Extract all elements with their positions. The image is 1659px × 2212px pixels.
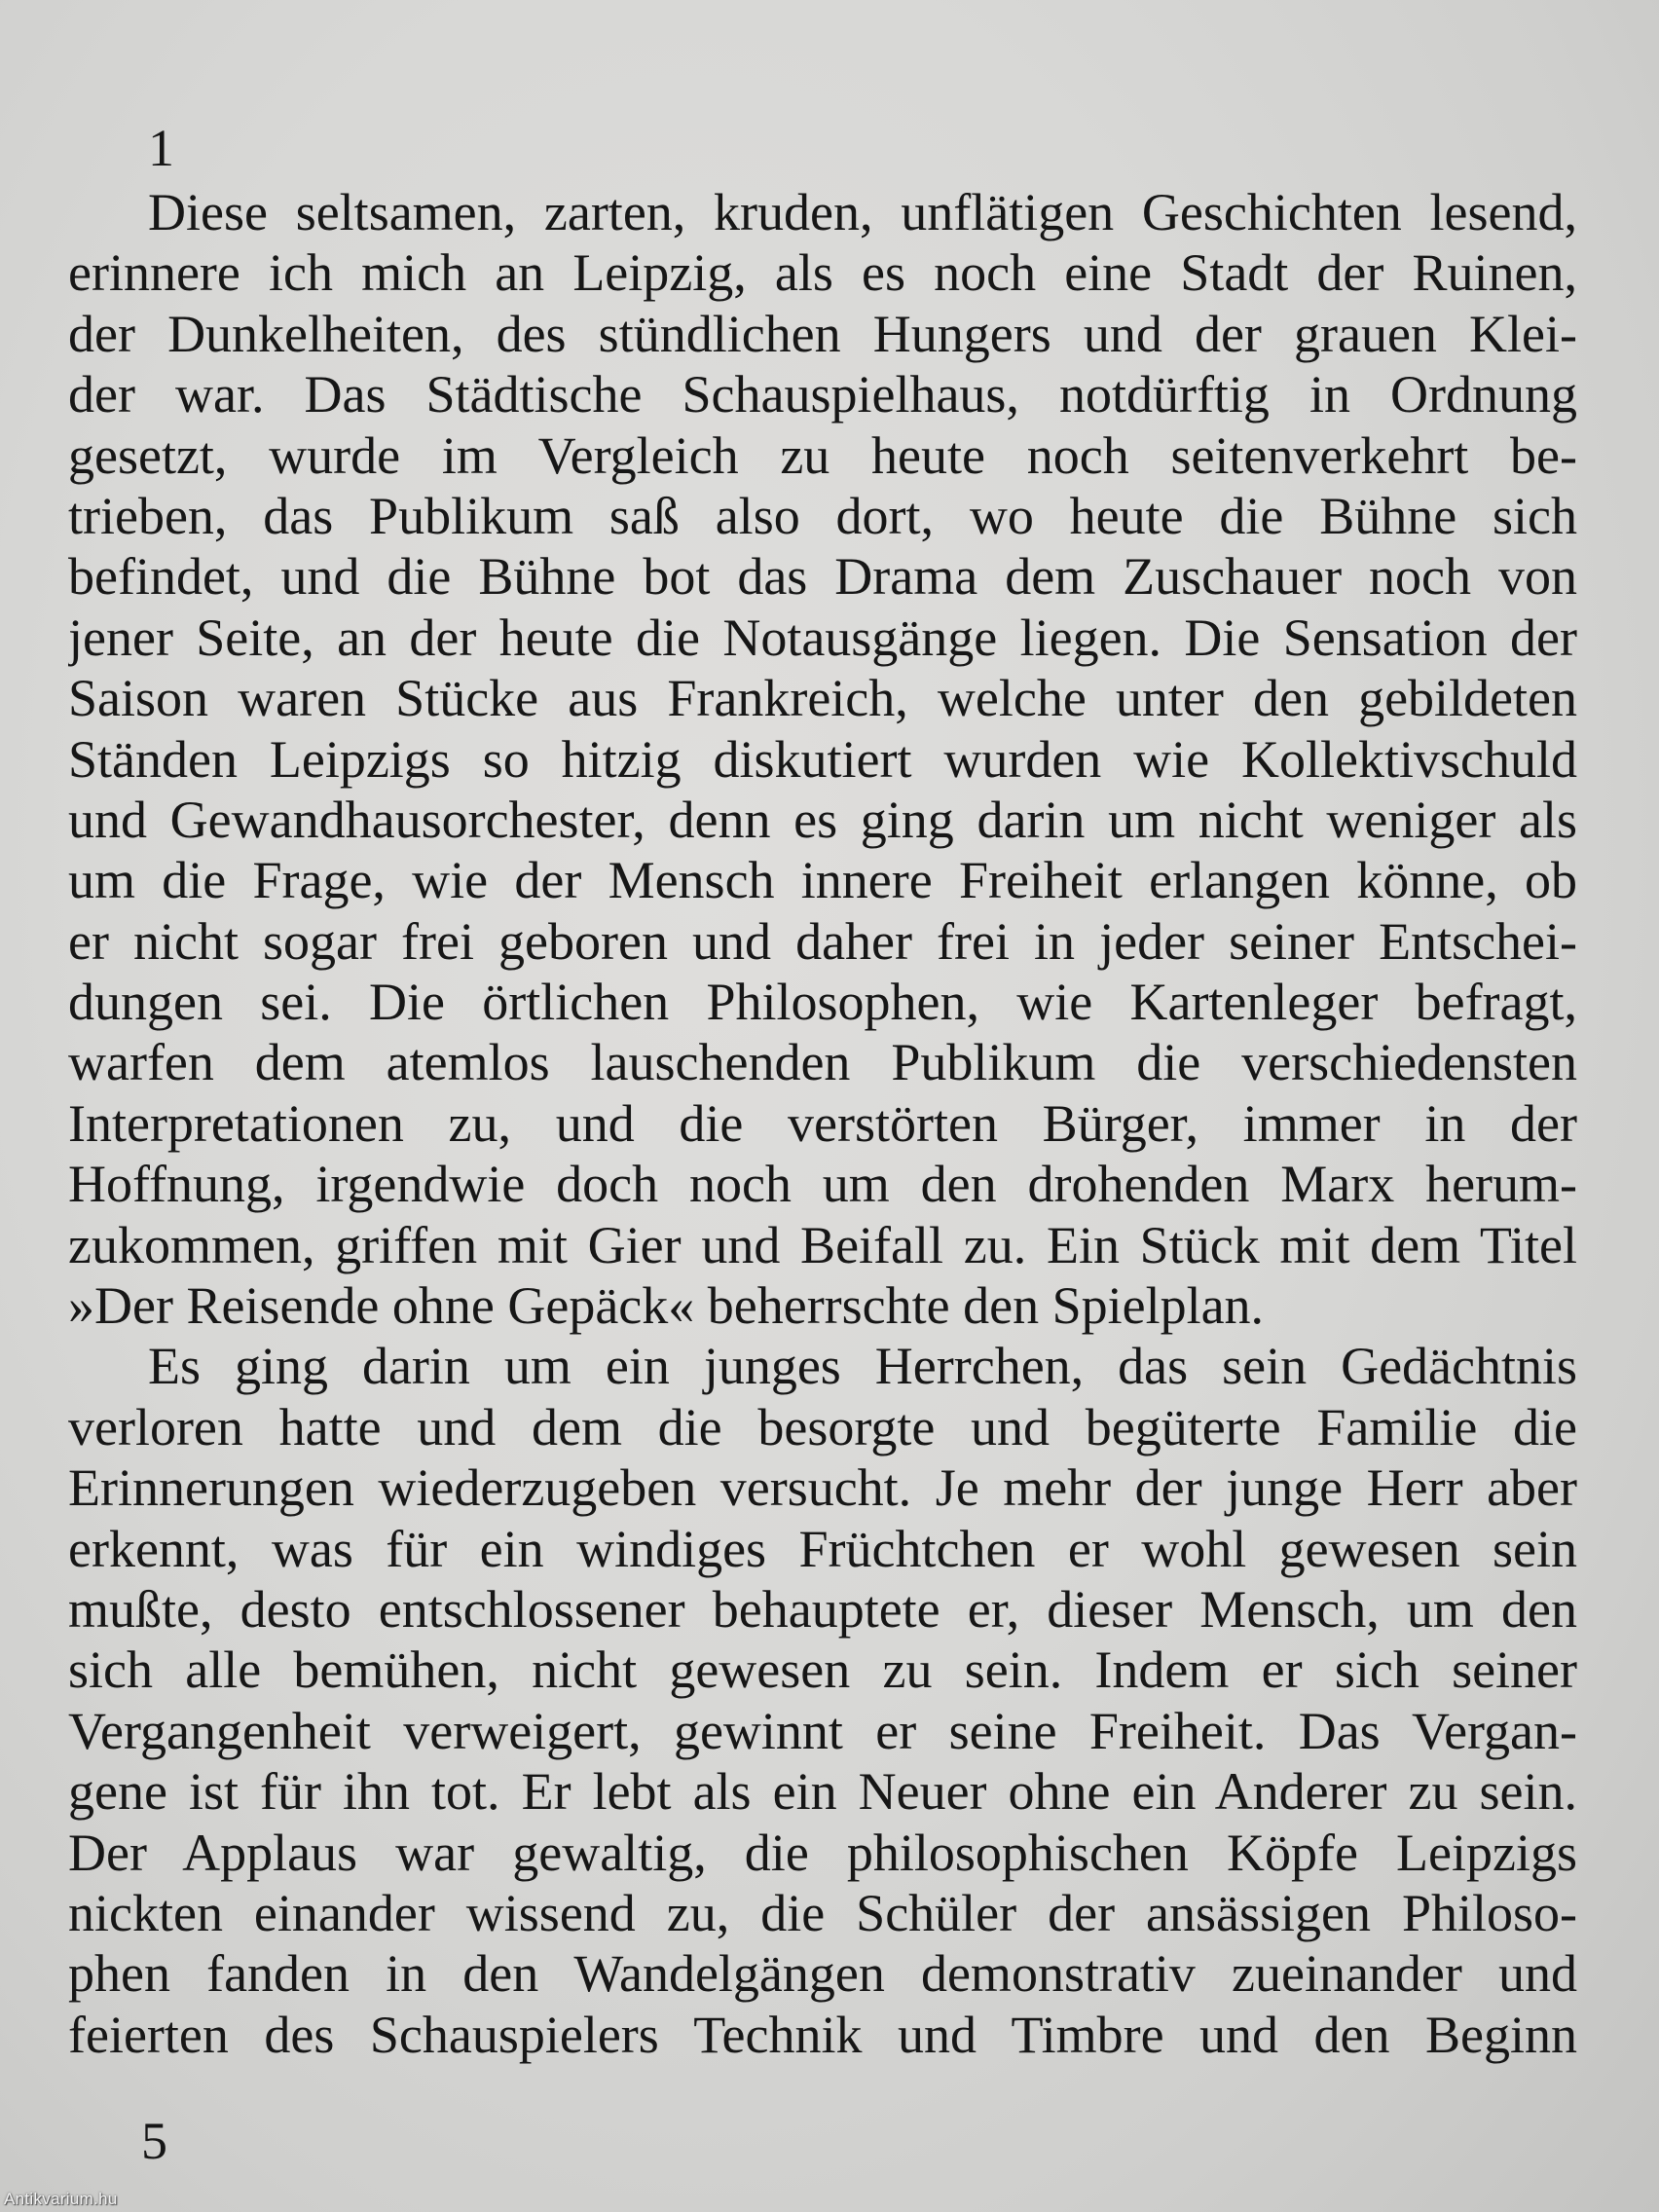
text-line: Ständen Leipzigs so hitzig diskutiert wurden wie Kollektivschuld [68,729,1577,789]
text-line: Der Applaus war gewaltig, die philosophischen Köpfe Leipzigs [68,1823,1577,1882]
text-line: er nicht sogar frei geboren und daher frei in jeder seiner Entschei- [68,911,1577,971]
watermark: Antikvarium.hu [4,2190,118,2208]
text-line: gesetzt, wurde im Vergleich zu heute noch seitenverkehrt be- [68,425,1577,485]
text-line: feierten des Schauspielers Technik und Timbre und den Beginn [68,2005,1577,2064]
text-line: Saison waren Stücke aus Frankreich, welche unter den gebildeten [68,669,1577,728]
text-line: Hoffnung, irgendwie doch noch um den drohenden Marx herum- [68,1155,1577,1214]
text-line: erinnere ich mich an Leipzig, als es noch eine Stadt der Ruinen, [68,243,1577,303]
text-line: Interpretationen zu, und die verstörten Bürger, immer in der [68,1093,1577,1153]
text-line: »Der Reisende ohne Gepäck« beherrschte den Spielplan. [68,1276,1265,1336]
paragraph [68,182,1577,1336]
text-line: gene ist für ihn tot. Er lebt als ein Neuer ohne ein Anderer zu sein. [68,1762,1577,1822]
text-line: und Gewandhausorchester, denn es ging darin um nicht weniger als [68,790,1577,849]
text-line: trieben, das Publikum saß also dort, wo heute die Bühne sich [68,486,1577,545]
text-line: verloren hatte und dem die besorgte und begüterte Familie die [68,1397,1577,1456]
page-number: 5 [141,2112,167,2170]
text-line: phen fanden in den Wandelgängen demonstrativ zueinander und [68,1944,1577,2004]
paragraph [68,1336,1577,2065]
text-line: sich alle bemühen, nicht gewesen zu sein. Indem er sich seiner [68,1641,1577,1700]
text-line: nickten einander wissend zu, die Schüler der ansässigen Philoso- [68,1883,1577,1942]
text-line: Erinnerungen wiederzugeben versucht. Je mehr der junge Herr aber [68,1458,1577,1518]
text-line: jener Seite, an der heute die Notausgänge liegen. Die Sensation der [68,608,1577,667]
document-body [68,182,1577,2065]
text-line: Es ging darin um ein junges Herrchen, das sein Gedächtnis [148,1337,1577,1396]
chapter-number: 1 [148,119,174,177]
text-line: zukommen, griffen mit Gier und Beifall zu. Ein Stück mit dem Titel [68,1215,1577,1274]
text-line: mußte, desto entschlossener behauptete er, dieser Mensch, um den [68,1579,1577,1639]
text-line: dungen sei. Die örtlichen Philosophen, wie Kartenleger befragt, [68,973,1577,1032]
text-line: Diese seltsamen, zarten, kruden, unflätigen Geschichten lesend, [148,183,1577,241]
text-line: befindet, und die Bühne bot das Drama dem Zuschauer noch von [68,547,1577,607]
text-line: der Dunkelheiten, des stündlichen Hungers und der grauen Klei- [68,304,1577,363]
text-line: Vergangenheit verweigert, gewinnt er seine Freiheit. Das Vergan- [68,1701,1577,1760]
text-line: erkennt, was für ein windiges Früchtchen er wohl gewesen sein [68,1519,1577,1578]
text-line: um die Frage, wie der Mensch innere Freiheit erlangen könne, ob [68,851,1577,910]
text-line: der war. Das Städtische Schauspielhaus, notdürftig in Ordnung [68,365,1577,424]
text-line: warfen dem atemlos lauschenden Publikum die verschiedensten [68,1033,1577,1092]
